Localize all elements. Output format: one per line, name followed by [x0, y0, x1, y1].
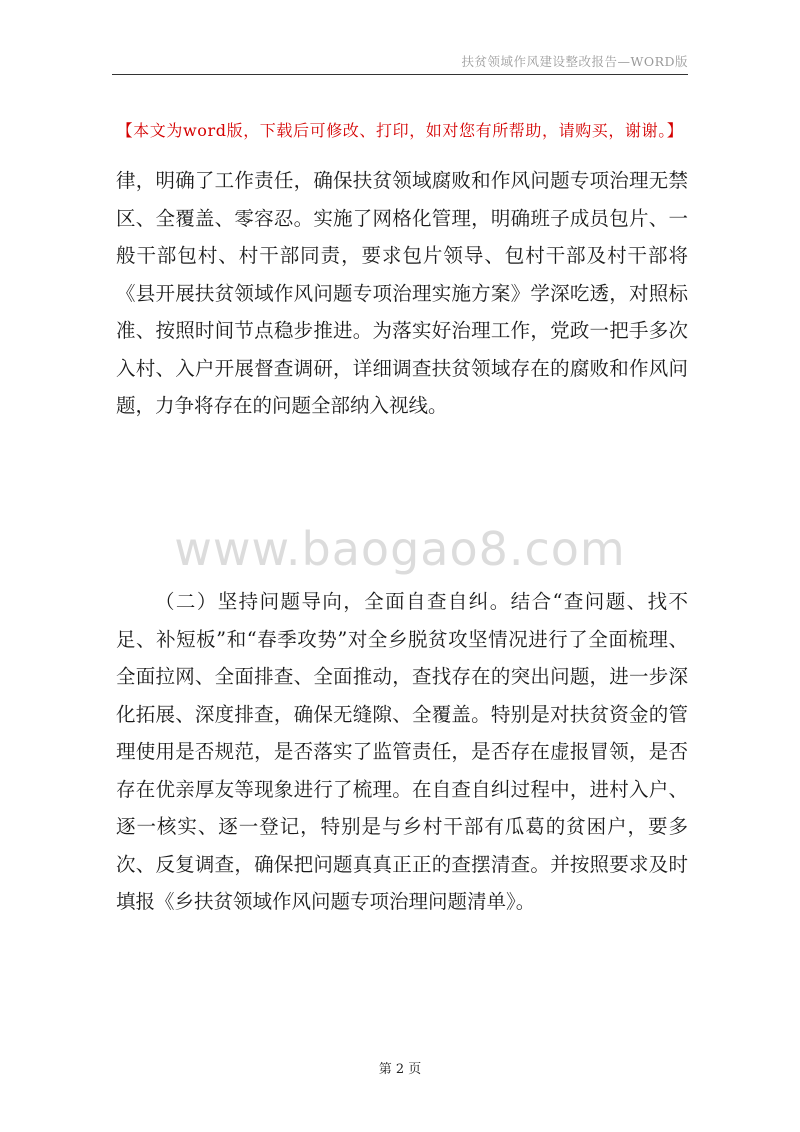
page-number: 第 2 页 — [378, 1062, 422, 1077]
header-rule — [112, 74, 688, 75]
watermark: www.baogao8.com — [174, 522, 626, 576]
paragraph-continued: 律，明确了工作责任，确保扶贫领域腐败和作风问题专项治理无禁区、全覆盖、零容忍。实施了网格化管理，明确班子成员包片、一般干部包村、村干部同责，要求包片领导、包村干部及村干部将《县开展扶贫领域作风问题专项治理实施方案》学深吃透，对照标准、按照时间节点稳步推进。为落实好治理工作，党政一把手多次入村、入户开展督查调研，详细调查扶贫领域存在的腐败和作风问题，力争将存在的问题全部纳入视线。 — [116, 169, 688, 417]
download-notice: 【本文为word版，下载后可修改、打印，如对您有所帮助，请购买，谢谢。】 — [116, 121, 684, 140]
running-header: 扶贫领域作风建设整改报告—WORD版 — [461, 54, 688, 69]
paragraph-section-two: （二）坚持问题导向，全面自查自纠。结合“查问题、找不足、补短板”和“春季攻势”对全乡脱贫攻坚情况进行了全面梳理、全面拉网、全面排查、全面推动，查找存在的突出问题，进一步深化拓展、深度排查，确保无缝隙、全覆盖。特别是对扶贫资金的管理使用是否规范，是否落实了监管责任，是否存在虚报冒领，是否存在优亲厚友等现象进行了梳理。在自查自纠过程中，进村入户、逐一核实、逐一登记，特别是与乡村干部有瓜葛的贫困户，要多次、反复调查，确保把问题真真正正的查摆清查。并按照要求及时填报《乡扶贫领域作风问题专项治理问题清单》。 — [116, 590, 688, 913]
